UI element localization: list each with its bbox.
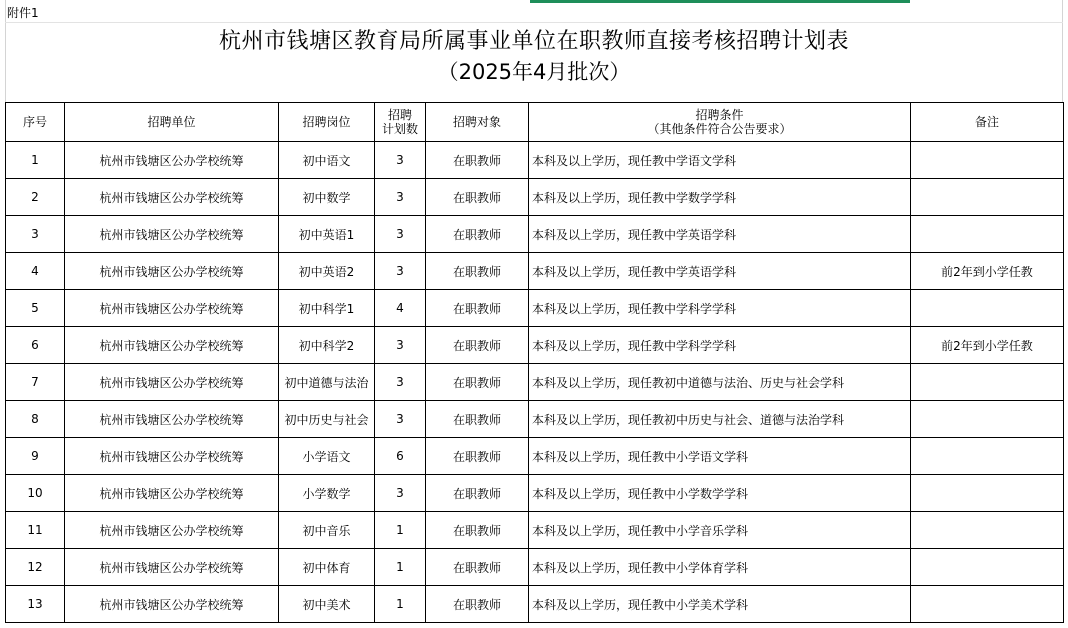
cell-post[interactable]: 初中体育: [279, 549, 375, 586]
table-row: [6, 142, 1064, 179]
table-row: [6, 512, 1064, 549]
header-remark[interactable]: 备注: [911, 103, 1064, 142]
cell-remark[interactable]: [911, 364, 1064, 401]
cell-remark[interactable]: [911, 512, 1064, 549]
cell-remark[interactable]: [911, 549, 1064, 586]
header-count[interactable]: [375, 103, 426, 142]
cell-unit[interactable]: 杭州市钱塘区公办学校统筹: [65, 586, 279, 623]
cell-unit[interactable]: 杭州市钱塘区公办学校统筹: [65, 179, 279, 216]
cell-conditions[interactable]: 本科及以上学历，现任教中小学体育学科: [529, 549, 911, 586]
cell-count[interactable]: 4: [375, 290, 426, 327]
cell-seq[interactable]: 2: [6, 179, 65, 216]
cell-unit[interactable]: 杭州市钱塘区公办学校统筹: [65, 290, 279, 327]
cell-post[interactable]: 初中美术: [279, 586, 375, 623]
table-row: [6, 253, 1064, 290]
cell-count[interactable]: 3: [375, 216, 426, 253]
cell-seq[interactable]: 7: [6, 364, 65, 401]
cell-unit[interactable]: 杭州市钱塘区公办学校统筹: [65, 438, 279, 475]
selected-column-indicator: [530, 0, 910, 3]
cell-conditions[interactable]: 本科及以上学历，现任教中学科学学科: [529, 290, 911, 327]
cell-conditions[interactable]: 本科及以上学历，现任教中学英语学科: [529, 216, 911, 253]
cell-target[interactable]: 在职教师: [426, 216, 529, 253]
cell-target[interactable]: 在职教师: [426, 364, 529, 401]
table-row: [6, 327, 1064, 364]
cell-remark[interactable]: [911, 142, 1064, 179]
cell-post[interactable]: 初中语文: [279, 142, 375, 179]
table-row: [6, 549, 1064, 586]
header-seq[interactable]: 序号: [6, 103, 65, 142]
cell-conditions[interactable]: 本科及以上学历，现任教中学数学学科: [529, 179, 911, 216]
cell-target[interactable]: 在职教师: [426, 401, 529, 438]
table-body: [6, 142, 1064, 623]
cell-post[interactable]: 初中英语1: [279, 216, 375, 253]
cell-remark[interactable]: [911, 179, 1064, 216]
cell-conditions[interactable]: 本科及以上学历，现任教中小学数学学科: [529, 475, 911, 512]
cell-seq[interactable]: 12: [6, 549, 65, 586]
cell-conditions[interactable]: 本科及以上学历，现任教中小学美术学科: [529, 586, 911, 623]
table-row: [6, 475, 1064, 512]
cell-post[interactable]: 初中科学2: [279, 327, 375, 364]
table-header-row: [6, 103, 1064, 142]
cell-target[interactable]: 在职教师: [426, 549, 529, 586]
gridline: [5, 22, 1063, 23]
cell-count[interactable]: 1: [375, 512, 426, 549]
cell-count[interactable]: 1: [375, 586, 426, 623]
cell-target[interactable]: 在职教师: [426, 475, 529, 512]
cell-conditions[interactable]: 本科及以上学历，现任教初中道德与法治、历史与社会学科: [529, 364, 911, 401]
cell-remark[interactable]: [911, 586, 1064, 623]
cell-count[interactable]: 3: [375, 364, 426, 401]
cell-remark[interactable]: [911, 438, 1064, 475]
cell-post[interactable]: 初中道德与法治: [279, 364, 375, 401]
cell-unit[interactable]: 杭州市钱塘区公办学校统筹: [65, 401, 279, 438]
cell-seq[interactable]: 1: [6, 142, 65, 179]
cell-remark[interactable]: [911, 475, 1064, 512]
cell-remark[interactable]: [911, 216, 1064, 253]
cell-target[interactable]: 在职教师: [426, 438, 529, 475]
table-row: [6, 179, 1064, 216]
cell-seq[interactable]: 4: [6, 253, 65, 290]
cell-count[interactable]: 3: [375, 475, 426, 512]
cell-count[interactable]: 3: [375, 253, 426, 290]
cell-seq[interactable]: 10: [6, 475, 65, 512]
table-row: [6, 438, 1064, 475]
cell-count[interactable]: 3: [375, 401, 426, 438]
cell-target[interactable]: 在职教师: [426, 290, 529, 327]
table-row: [6, 364, 1064, 401]
cell-conditions[interactable]: 本科及以上学历，现任教中小学语文学科: [529, 438, 911, 475]
cell-unit[interactable]: 杭州市钱塘区公办学校统筹: [65, 216, 279, 253]
table-row: [6, 290, 1064, 327]
cell-post[interactable]: 初中英语2: [279, 253, 375, 290]
cell-count[interactable]: 3: [375, 179, 426, 216]
cell-remark[interactable]: [911, 401, 1064, 438]
cell-target[interactable]: 在职教师: [426, 142, 529, 179]
attachment-label[interactable]: 附件1: [7, 6, 39, 20]
table-row: [6, 401, 1064, 438]
cell-post[interactable]: 初中数学: [279, 179, 375, 216]
cell-conditions[interactable]: 本科及以上学历，现任教中学科学学科: [529, 327, 911, 364]
cell-seq[interactable]: 13: [6, 586, 65, 623]
cell-seq[interactable]: 5: [6, 290, 65, 327]
cell-unit[interactable]: 杭州市钱塘区公办学校统筹: [65, 475, 279, 512]
header-conditions-line1: 招聘条件: [695, 108, 744, 122]
cell-post[interactable]: 小学数学: [279, 475, 375, 512]
cell-post[interactable]: 小学语文: [279, 438, 375, 475]
recruitment-plan-table: [5, 102, 1064, 623]
cell-seq[interactable]: 3: [6, 216, 65, 253]
cell-unit[interactable]: 杭州市钱塘区公办学校统筹: [65, 512, 279, 549]
cell-conditions[interactable]: 本科及以上学历，现任教中学语文学科: [529, 142, 911, 179]
header-count-line1: 招聘: [387, 108, 412, 122]
cell-post[interactable]: 初中历史与社会: [279, 401, 375, 438]
cell-count[interactable]: 3: [375, 327, 426, 364]
cell-remark[interactable]: [911, 290, 1064, 327]
cell-unit[interactable]: 杭州市钱塘区公办学校统筹: [65, 549, 279, 586]
page-subtitle[interactable]: （2025年4月批次）: [437, 60, 631, 84]
header-conditions-line2: （其他条件符合公告要求）: [647, 122, 792, 136]
cell-unit[interactable]: 杭州市钱塘区公办学校统筹: [65, 142, 279, 179]
header-post[interactable]: 招聘岗位: [279, 103, 375, 142]
cell-remark[interactable]: 前2年到小学任教: [911, 327, 1064, 364]
cell-target[interactable]: 在职教师: [426, 512, 529, 549]
cell-conditions[interactable]: 本科及以上学历，现任教中小学音乐学科: [529, 512, 911, 549]
cell-unit[interactable]: 杭州市钱塘区公办学校统筹: [65, 253, 279, 290]
cell-conditions[interactable]: 本科及以上学历，现任教中学英语学科: [529, 253, 911, 290]
cell-count[interactable]: 6: [375, 438, 426, 475]
cell-seq[interactable]: 6: [6, 327, 65, 364]
cell-count[interactable]: 1: [375, 549, 426, 586]
cell-remark[interactable]: 前2年到小学任教: [911, 253, 1064, 290]
cell-count[interactable]: 3: [375, 142, 426, 179]
header-count-line2: 计划数: [381, 122, 418, 136]
cell-seq[interactable]: 8: [6, 401, 65, 438]
cell-seq[interactable]: 11: [6, 512, 65, 549]
cell-conditions[interactable]: 本科及以上学历，现任教初中历史与社会、道德与法治学科: [529, 401, 911, 438]
cell-target[interactable]: 在职教师: [426, 586, 529, 623]
cell-target[interactable]: 在职教师: [426, 327, 529, 364]
header-conditions[interactable]: [529, 103, 911, 142]
table-row: [6, 216, 1064, 253]
cell-unit[interactable]: 杭州市钱塘区公办学校统筹: [65, 364, 279, 401]
cell-target[interactable]: 在职教师: [426, 253, 529, 290]
header-target[interactable]: 招聘对象: [426, 103, 529, 142]
cell-post[interactable]: 初中科学1: [279, 290, 375, 327]
cell-seq[interactable]: 9: [6, 438, 65, 475]
page-title[interactable]: 杭州市钱塘区教育局所属事业单位在职教师直接考核招聘计划表: [218, 29, 849, 54]
header-unit[interactable]: 招聘单位: [65, 103, 279, 142]
table-row: [6, 586, 1064, 623]
cell-unit[interactable]: 杭州市钱塘区公办学校统筹: [65, 327, 279, 364]
cell-post[interactable]: 初中音乐: [279, 512, 375, 549]
cell-target[interactable]: 在职教师: [426, 179, 529, 216]
